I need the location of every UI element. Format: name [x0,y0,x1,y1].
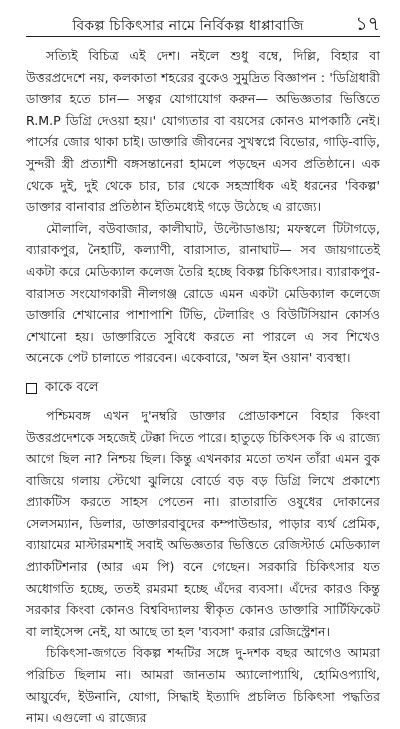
page-number: ১৭ [355,13,380,35]
paragraph: চিকিৎসা-জগতে বিকল্প শব্দটির সঙ্গে দু-দশক বছর আগেও আমরা পরিচিত ছিলাম না। আমরা জানতাম অ্যালোপ্যাথি, হোমিওপ্যাথি, আয়ুর্বেদ, ইউনানি, যোগা, সিদ্ধাই ইত্যাদি প্রচলিত চিকিৎসা পদ্ধতির নাম। এগুলো এ রাজ্যের [26,645,380,726]
running-title: বিকল্প চিকিৎসার নামে নির্বিকল্প ধাপ্পাবাজি [72,18,304,34]
section-heading [26,378,380,399]
running-header [26,8,380,34]
paragraph: মৌলালি, বউবাজার, কালীঘাট, উল্টোডাঙায়; মফস্বলে টিটাগড়ে, ব্যারাকপুর, নৈহাটি, কল্যাণী, বারাসাত, রানাঘাট— সব জায়গাতেই একটা করে মেডিক্যাল কলেজ তৈরি হচ্ছে বিকল্প চিকিৎসার। ব্যারাকপুর-বারাসত সংযোগকারী নীলগঞ্জ রোডে এমন একটা মেডিক্যাল কলেজে ডাক্তারি শেখানোর পাশাপাশি টিভি, টেলারিং ও বিউটিসিয়ান কোর্সও শেখানো হয়। ডাক্তারিতে সুবিধে করতে না পারলে এ সব শিখেও অনেকে পেট চালাতে পারবেন। একেবারে, 'অল ইন ওয়ান' ব্যবস্থা। [26,220,380,366]
section-heading-text: কাকে বলে [45,379,99,395]
paragraph: পশ্চিমবঙ্গ এখন দু'নম্বরি ডাক্তার প্রোডাকশনে বিহার কিংবা উত্তরপ্রদেশকে সহজেই টেক্কা দিতে পারে। হাতুড়ে চিকিৎসক কি এ রাজ্যে আগে ছিল না? নিশ্চয় ছিল। কিন্তু এখনকার মতো তখন তাঁরা এমন বুক বাজিয়ে গলায় স্টেথো ঝুলিয়ে বোর্ডে বড় বড় ডিগ্রি লিখে প্রকাশ্যে প্র্যাকটিস করতে সাহস পেতেন না। রাতারাতি ওষুধের দোকানের সেলসম্যান, ডিলার, ডাক্তারবাবুদের কম্পাউন্ডার, পাড়ার ব্যর্থ প্রেমিক, ব্যায়ামের মাস্টারমশাই সবাই অভিজ্ঞতার ভিত্তিতে রেজিস্টার্ড মেডিক্যাল প্র্যাকটিশনার (আর এম পি) বনে গেছেন। সরকারি চিকিৎসার যত অধোগতি হচ্ছে, ততই রমরমা হচ্ছে এঁদের ব্যবসা। এঁদের কারও কিন্তু সরকার কিংবা কোনও বিশ্ববিদ্যালয় স্বীকৃত কোনও ডাক্তারি সার্টিফিকেট বা লাইসেন্স নেই, যা আছে তা হল 'ব্যবসা' করার রেজিস্ট্রেশন। [26,407,380,639]
square-box-icon [26,383,37,394]
paragraph: সত্যিই বিচিত্র এই দেশ। নইলে শুধু বম্বে, দিল্লি, বিহার বা উত্তরপ্রদেশে নয়, কলকাতা শহরের বুকেও সুমুদ্রিত বিজ্ঞাপন : 'ডিগ্রিধারী ডাক্তার হতে চান— সত্বর যোগাযোগ করুন— অভিজ্ঞতার ভিত্তিতে R.M.P ডিগ্রি দেওয়া হয়।' যোগ্যতার বা বয়সের কোনও মাপকাঠি নেই। পার্সের জোর থাকা চাই। ডাক্তারি জীবনের সুখস্বপ্নে বিভোর, গাড়ি-বাড়ি, সুন্দরী স্ত্রী প্রত্যাশী বঙ্গসন্তানেরা হামলে পড়ছেন এসব প্রতিষ্ঠানে। এক থেকে দুই, দুই থেকে চার, চার থেকে সহস্রাধিক এই ধরনের 'বিকল্প' ডাক্তার বানাবার প্রতিষ্ঠান ইতিমধ্যেই গড়ে উঠেছে এ রাজ্যে। [26,48,380,215]
